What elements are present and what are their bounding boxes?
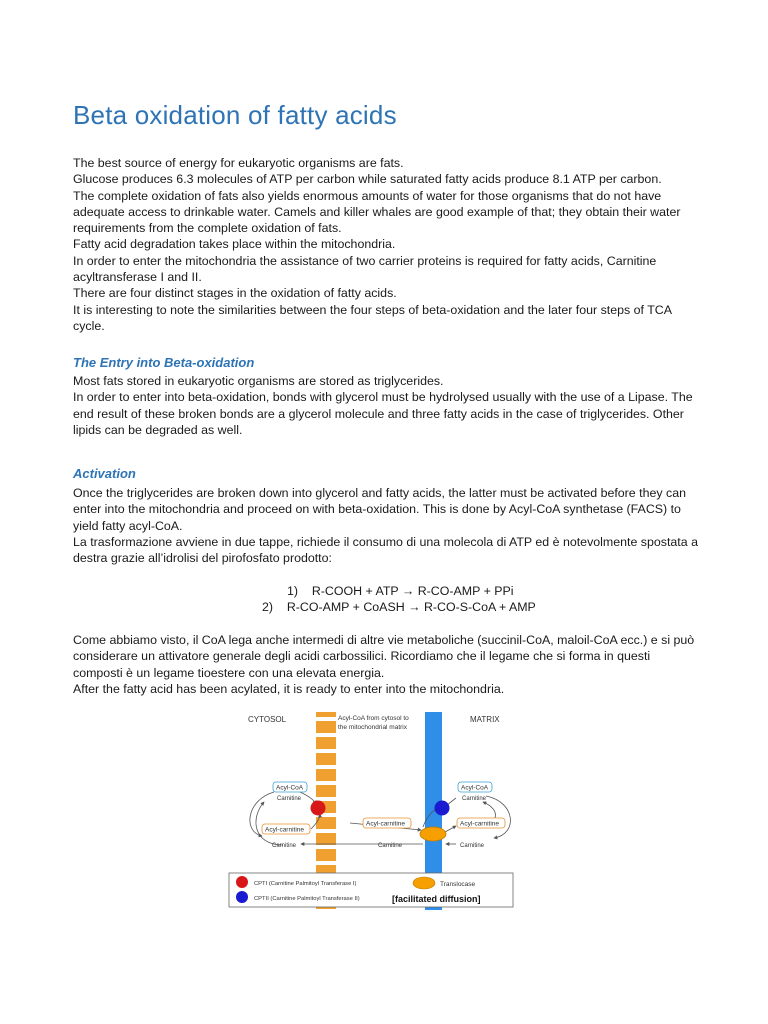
entry-paragraph: Most fats stored in eukaryotic organisms are stored as triglycerides. (73, 374, 444, 388)
equation-number: 1) (287, 584, 299, 598)
intro-line: The best source of energy for eukaryotic organisms are fats. (73, 156, 404, 170)
carnitine-shuttle-diagram (228, 708, 518, 912)
matrix-side-labels (457, 782, 505, 849)
entry-paragraph: In order to enter into beta-oxidation, bonds with glycerol must be hydrolysed usually with the use of a Lipase. The end result of these broken bonds are a glycerol molecule and three fatty acids in the case of triglycerides. Other lipids can be degraded as well. (73, 390, 693, 437)
activation-after-paragraph: After the fatty acid has been acylated, it is ready to enter into the mitochondria. (73, 681, 505, 696)
matrix-label: MATRIX (470, 715, 500, 724)
legend-translocase: Translocase (440, 881, 476, 888)
activation-after-paragraph: Come abbiamo visto, il CoA lega anche intermedi di altre vie metaboliche (succinil-CoA, maloil-CoA ecc.) e si può considerare un attivatore generale degli acidi carbossilici. Ricordiamo che il legame che si forma in questi composti è un legame tioestere con una elevata energia. (73, 633, 695, 680)
acyl-carnitine-label: Acyl-carnitine (460, 820, 500, 828)
intro-text (73, 155, 703, 334)
activation-after-text (73, 632, 703, 697)
intro-line: In order to enter the mitochondria the assistance of two carrier proteins is required for fatty acids, Carnitine acyltransferase I and II. (73, 253, 657, 285)
equation-number: 2) (262, 600, 274, 614)
acyl-coa-label: Acyl-CoA (276, 784, 304, 792)
diagram-legend (229, 873, 513, 907)
intro-line: It is interesting to note the similarities between the four steps of beta-oxidation and the later four steps of TCA cycle. (73, 302, 672, 333)
cytosol-label: CYTOSOL (248, 715, 287, 724)
activation-text (73, 485, 703, 566)
equation-1 (287, 583, 514, 599)
activation-paragraph: Once the triglycerides are broken down into glycerol and fatty acids, the latter must be activated before they can enter into the mitochondria and proceed on with beta-oxidation. This is done by Acyl-CoA synthetase (FACS) to yield fatty acyl-CoA. (73, 486, 686, 533)
equation-text: R-CO-AMP + CoASH → R-CO-S-CoA + AMP (286, 600, 536, 614)
carnitine-label: Carnitine (272, 843, 297, 849)
diagram-note: the mitochondrial matrix (338, 724, 407, 731)
equation-text: R-COOH + ATP → R-CO-AMP + PPi (311, 584, 514, 598)
translocase-protein (420, 827, 446, 841)
intro-line: Glucose produces 6.3 molecules of ATP per carbon while saturated fatty acids produce 8.1 ATP per carbon. (73, 172, 662, 187)
cytosol-side-labels (262, 782, 310, 849)
activation-paragraph: La trasformazione avviene in due tappe, richiede il consumo di una molecola di ATP ed è notevolmente spostata a destra grazie all’idrolisi del pirofosfato prodotto: (73, 534, 698, 566)
page-title: Beta oxidation of fatty acids (73, 100, 397, 130)
carnitine-label: Carnitine (277, 796, 302, 802)
diagram-svg (228, 708, 518, 912)
diagram-note: Acyl-CoA from cytosol to (338, 715, 409, 722)
carnitine-label: Carnitine (462, 796, 487, 802)
equation-2 (262, 599, 536, 615)
section-heading-activation: Activation (73, 466, 136, 481)
acyl-carnitine-label: Acyl-carnitine (366, 820, 406, 828)
intro-line: Fatty acid degradation takes place within the mitochondria. (73, 237, 396, 252)
intro-line: The complete oxidation of fats also yields enormous amounts of water for those organisms that do not have adequate access to drinkable water. Camels and killer whales are good example of that; they obtain their water requirements from the complete oxidation of fats. (73, 188, 681, 236)
intro-line: There are four distinct stages in the oxidation of fatty acids. (73, 286, 397, 301)
legend-cpt1: CPTI (Carnitine Palmitoyl Transferase I) (254, 881, 357, 887)
entry-text (73, 373, 703, 438)
carnitine-label: Carnitine (378, 843, 403, 849)
acyl-coa-label: Acyl-CoA (461, 784, 489, 792)
carnitine-label: Carnitine (460, 843, 485, 849)
cpt2-enzyme (435, 801, 450, 816)
cpt1-enzyme (311, 801, 326, 816)
legend-cpt2: CPTII (Carnitine Palmitoyl Transferase II) (254, 896, 360, 902)
legend-diffusion: [facilitated diffusion] (392, 894, 481, 904)
section-heading-entry: The Entry into Beta-oxidation (73, 355, 255, 370)
acyl-carnitine-label: Acyl-carnitine (265, 826, 305, 834)
